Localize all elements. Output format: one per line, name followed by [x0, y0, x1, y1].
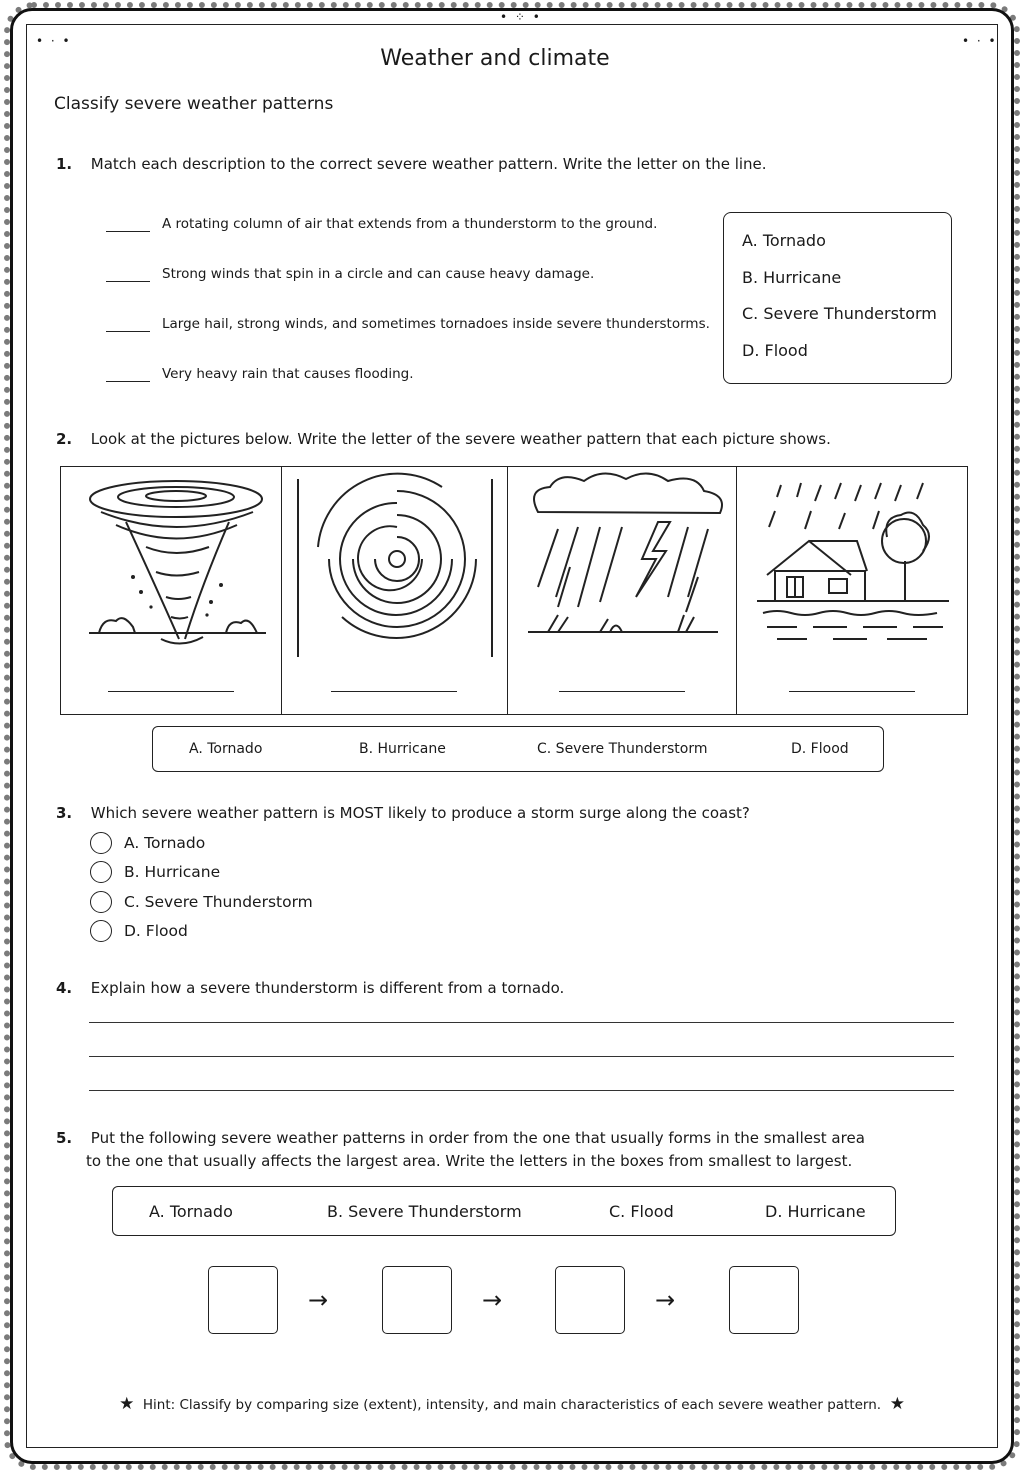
radio-button[interactable] — [90, 861, 112, 883]
question-number: 3. — [56, 804, 73, 822]
order-options-box — [112, 1186, 896, 1236]
corner-ornament-icon: • · • — [36, 34, 72, 48]
question-prompt: Look at the pictures below. Write the letter of the severe weather pattern that each picture shows. — [90, 430, 831, 448]
question-number: 5. — [56, 1129, 73, 1147]
flood-icon — [737, 467, 968, 667]
order-answer-box[interactable] — [208, 1266, 278, 1334]
question-prompt: Match each description to the correct severe weather pattern. Write the letter on the line. — [90, 155, 767, 173]
picture-cell-hurricane — [282, 467, 509, 714]
legend-option: D. Flood — [791, 741, 849, 757]
answer-blank[interactable] — [106, 218, 150, 232]
top-ornament-icon: • ⁘ • — [500, 10, 542, 24]
question-number: 2. — [56, 430, 73, 448]
choice-option[interactable] — [90, 861, 220, 883]
answer-blank[interactable] — [106, 318, 150, 332]
choice-label: A. Tornado — [124, 834, 206, 852]
writing-line[interactable] — [89, 1056, 954, 1057]
radio-button[interactable] — [90, 832, 112, 854]
answer-key-box — [723, 212, 952, 384]
hint-line — [0, 1394, 1024, 1414]
page-title: Weather and climate — [380, 46, 610, 71]
choice-option[interactable] — [90, 920, 188, 942]
arrow-right-icon: → — [482, 1286, 503, 1314]
picture-cell-flood — [737, 467, 967, 714]
order-answer-box[interactable] — [382, 1266, 452, 1334]
tornado-icon — [61, 467, 282, 667]
question-prompt: Which severe weather pattern is MOST likely to produce a storm surge along the coast? — [90, 804, 750, 822]
question-prompt: Explain how a severe thunderstorm is different from a tornado. — [90, 979, 565, 997]
order-option: C. Flood — [609, 1202, 674, 1221]
order-answer-box[interactable] — [555, 1266, 625, 1334]
thunderstorm-icon — [508, 467, 737, 667]
question-1 — [56, 155, 767, 173]
match-description: Very heavy rain that causes flooding. — [162, 366, 414, 382]
choice-option[interactable] — [90, 891, 313, 913]
answer-line[interactable] — [331, 691, 457, 692]
question-number: 4. — [56, 979, 73, 997]
writing-line[interactable] — [89, 1022, 954, 1023]
order-option: A. Tornado — [149, 1202, 233, 1221]
choice-option[interactable] — [90, 832, 205, 854]
answer-blank[interactable] — [106, 368, 150, 382]
question-number: 1. — [56, 155, 73, 173]
radio-button[interactable] — [90, 891, 112, 913]
picture-cell-thunderstorm — [508, 467, 737, 714]
arrow-right-icon: → — [655, 1286, 676, 1314]
choice-label: B. Hurricane — [124, 863, 221, 881]
key-option: A. Tornado — [742, 231, 826, 250]
question-3 — [56, 804, 750, 822]
question-prompt: Put the following severe weather patterns in order from the one that usually forms in the smallest area — [90, 1129, 865, 1147]
order-answer-box[interactable] — [729, 1266, 799, 1334]
page-subtitle: Classify severe weather patterns — [54, 94, 334, 114]
match-row — [106, 266, 594, 282]
question-prompt: to the one that usually affects the largest area. Write the letters in the boxes from smallest to largest. — [86, 1152, 853, 1170]
key-option: C. Severe Thunderstorm — [742, 304, 937, 323]
question-5 — [56, 1129, 865, 1147]
question-5-continued — [86, 1152, 852, 1170]
writing-line[interactable] — [89, 1090, 954, 1091]
picture-cell-tornado — [61, 467, 282, 714]
answer-line[interactable] — [559, 691, 685, 692]
answer-line[interactable] — [108, 691, 234, 692]
radio-button[interactable] — [90, 920, 112, 942]
answer-line[interactable] — [789, 691, 915, 692]
question-4 — [56, 979, 564, 997]
order-option: B. Severe Thunderstorm — [327, 1202, 522, 1221]
match-row — [106, 366, 414, 382]
legend-option: C. Severe Thunderstorm — [537, 741, 708, 757]
match-description: Large hail, strong winds, and sometimes tornadoes inside severe thunderstorms. — [162, 316, 710, 332]
star-icon: ★ — [119, 1394, 135, 1414]
match-description: A rotating column of air that extends from a thunderstorm to the ground. — [162, 216, 658, 232]
match-row — [106, 316, 710, 332]
choice-label: C. Severe Thunderstorm — [124, 893, 313, 911]
hint-text: Hint: Classify by comparing size (extent), intensity, and main characteristics of each severe weather pattern. — [142, 1397, 882, 1413]
star-icon: ★ — [889, 1394, 905, 1414]
answer-blank[interactable] — [106, 268, 150, 282]
order-option: D. Hurricane — [765, 1202, 866, 1221]
key-option: D. Flood — [742, 340, 808, 360]
match-row — [106, 216, 657, 232]
legend-option: B. Hurricane — [359, 741, 446, 757]
match-description: Strong winds that spin in a circle and can cause heavy damage. — [162, 266, 595, 282]
picture-grid — [60, 466, 968, 715]
picture-legend-box — [152, 726, 884, 772]
hurricane-icon — [282, 467, 509, 667]
legend-option: A. Tornado — [189, 741, 263, 757]
key-option: B. Hurricane — [742, 267, 842, 287]
question-2 — [56, 430, 831, 448]
corner-ornament-icon: • · • — [962, 34, 998, 48]
arrow-right-icon: → — [308, 1286, 329, 1314]
choice-label: D. Flood — [124, 922, 188, 940]
